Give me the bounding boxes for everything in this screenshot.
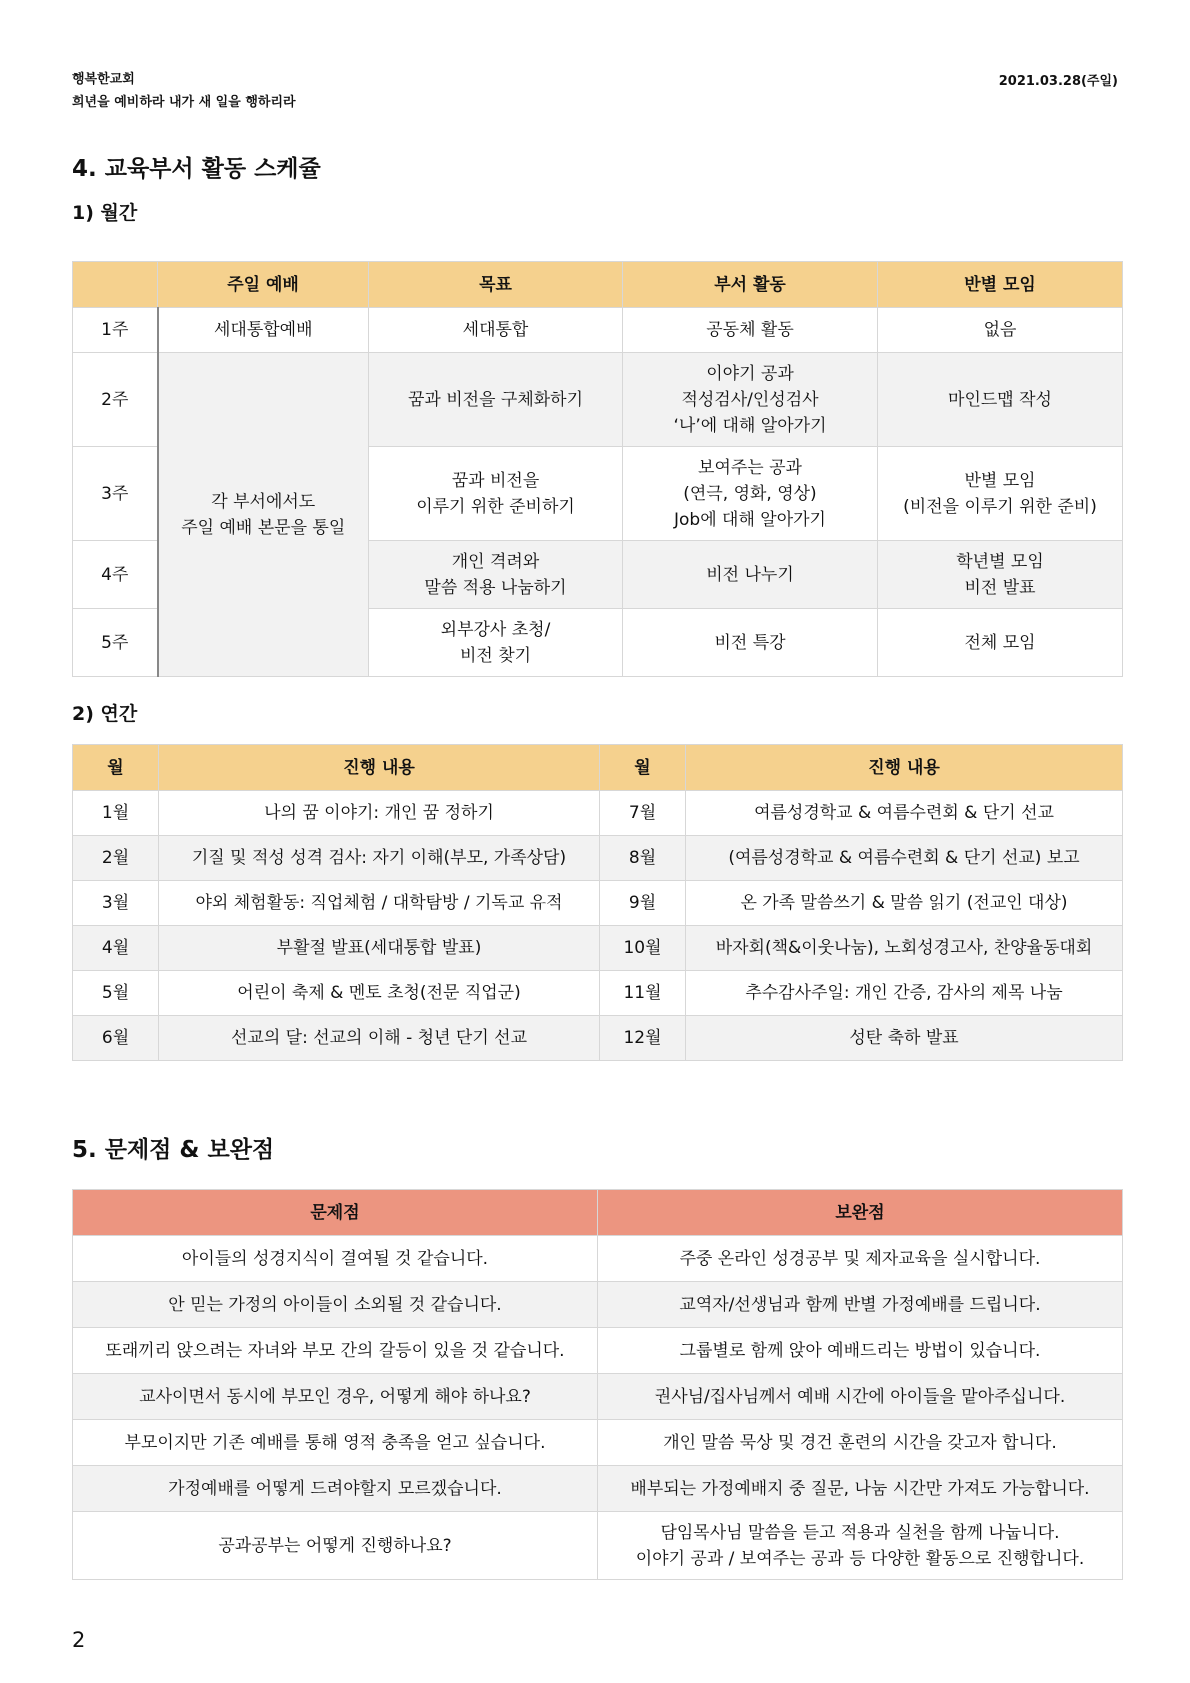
table-row: [73, 1282, 1123, 1328]
document-date: 2021.03.28(주일): [998, 74, 1118, 89]
month-cell: 9월: [600, 881, 686, 926]
monthly-header-activity: 부서 활동: [623, 262, 878, 308]
content-cell: 나의 꿈 이야기: 개인 꿈 정하기: [159, 791, 600, 836]
meeting-cell: 없음: [878, 308, 1123, 353]
meeting-cell: 학년별 모임 비전 발표: [878, 541, 1123, 609]
table-row: [73, 1328, 1123, 1374]
annual-subtitle: 2) 연간: [72, 703, 138, 725]
content-cell: 바자회(책&이웃나눔), 노회성경고사, 찬양율동대회: [686, 926, 1123, 971]
annual-header-month: 월: [73, 745, 159, 791]
table-row: [73, 1236, 1123, 1282]
page-number: 2: [72, 1628, 86, 1652]
week-cell: 5주: [73, 609, 158, 677]
problem-cell: 교사이면서 동시에 부모인 경우, 어떻게 해야 하나요?: [73, 1374, 598, 1420]
content-cell: 선교의 달: 선교의 이해 - 청년 단기 선교: [159, 1016, 600, 1061]
solution-cell: 담임목사님 말씀을 듣고 적용과 실천을 함께 나눕니다. 이야기 공과 / 보여주는 공과 등 다양한 활동으로 진행합니다.: [598, 1512, 1123, 1580]
monthly-schedule-table: [72, 261, 1123, 677]
merged-worship-cell: 각 부서에서도 주일 예배 본문을 통일: [158, 353, 369, 677]
section-4-title: 4. 교육부서 활동 스케쥴: [72, 156, 321, 182]
issues-header-solution: 보완점: [598, 1190, 1123, 1236]
goal-cell: 꿈과 비전을 이루기 위한 준비하기: [369, 447, 623, 541]
month-cell: 4월: [73, 926, 159, 971]
annual-header-month: 월: [600, 745, 686, 791]
content-cell: 온 가족 말씀쓰기 & 말씀 읽기 (전교인 대상): [686, 881, 1123, 926]
table-row: [73, 881, 1123, 926]
goal-cell: 꿈과 비전을 구체화하기: [369, 353, 623, 447]
goal-cell: 세대통합: [369, 308, 623, 353]
table-row: [73, 1016, 1123, 1061]
annual-header-content: 진행 내용: [686, 745, 1123, 791]
problem-cell: 가정예배를 어떻게 드려야할지 모르겠습니다.: [73, 1466, 598, 1512]
annual-schedule-table: [72, 744, 1123, 1061]
church-motto: 희년을 예비하라 내가 새 일을 행하리라: [72, 95, 296, 110]
table-row: [73, 1466, 1123, 1512]
worship-cell: 세대통합예배: [158, 308, 369, 353]
annual-header-content: 진행 내용: [159, 745, 600, 791]
week-cell: 2주: [73, 353, 158, 447]
monthly-header-goal: 목표: [369, 262, 623, 308]
month-cell: 5월: [73, 971, 159, 1016]
month-cell: 3월: [73, 881, 159, 926]
month-cell: 12월: [600, 1016, 686, 1061]
table-row: [73, 1512, 1123, 1580]
solution-cell: 주중 온라인 성경공부 및 제자교육을 실시합니다.: [598, 1236, 1123, 1282]
meeting-cell: 반별 모임 (비전을 이루기 위한 준비): [878, 447, 1123, 541]
meeting-cell: 마인드맵 작성: [878, 353, 1123, 447]
activity-cell: 보여주는 공과 (연극, 영화, 영상) Job에 대해 알아가기: [623, 447, 878, 541]
month-cell: 6월: [73, 1016, 159, 1061]
solution-cell: 그룹별로 함께 앉아 예배드리는 방법이 있습니다.: [598, 1328, 1123, 1374]
goal-cell: 개인 격려와 말씀 적용 나눔하기: [369, 541, 623, 609]
monthly-header-meeting: 반별 모임: [878, 262, 1123, 308]
goal-cell: 외부강사 초청/ 비전 찾기: [369, 609, 623, 677]
activity-cell: 비전 나누기: [623, 541, 878, 609]
activity-cell: 비전 특강: [623, 609, 878, 677]
content-cell: 여름성경학교 & 여름수련회 & 단기 선교: [686, 791, 1123, 836]
content-cell: 성탄 축하 발표: [686, 1016, 1123, 1061]
month-cell: 7월: [600, 791, 686, 836]
week-cell: 3주: [73, 447, 158, 541]
solution-cell: 배부되는 가정예배지 중 질문, 나눔 시간만 가져도 가능합니다.: [598, 1466, 1123, 1512]
content-cell: 부활절 발표(세대통합 발표): [159, 926, 600, 971]
solution-cell: 교역자/선생님과 함께 반별 가정예배를 드립니다.: [598, 1282, 1123, 1328]
content-cell: (여름성경학교 & 여름수련회 & 단기 선교) 보고: [686, 836, 1123, 881]
problem-cell: 아이들의 성경지식이 결여될 것 같습니다.: [73, 1236, 598, 1282]
table-row: [73, 308, 1123, 353]
meeting-cell: 전체 모임: [878, 609, 1123, 677]
table-row: [73, 971, 1123, 1016]
table-row: [73, 353, 1123, 447]
table-row: [73, 836, 1123, 881]
week-cell: 1주: [73, 308, 158, 353]
issues-header-problem: 문제점: [73, 1190, 598, 1236]
document-header: [72, 68, 296, 114]
church-name: 행복한교회: [72, 72, 135, 87]
month-cell: 11월: [600, 971, 686, 1016]
table-row: [73, 791, 1123, 836]
content-cell: 추수감사주일: 개인 간증, 감사의 제목 나눔: [686, 971, 1123, 1016]
content-cell: 기질 및 적성 성격 검사: 자기 이해(부모, 가족상담): [159, 836, 600, 881]
activity-cell: 공동체 활동: [623, 308, 878, 353]
table-row: [73, 1374, 1123, 1420]
problem-cell: 또래끼리 앉으려는 자녀와 부모 간의 갈등이 있을 것 같습니다.: [73, 1328, 598, 1374]
content-cell: 야외 체험활동: 직업체험 / 대학탐방 / 기독교 유적: [159, 881, 600, 926]
monthly-header-worship: 주일 예배: [158, 262, 369, 308]
month-cell: 2월: [73, 836, 159, 881]
activity-cell: 이야기 공과 적성검사/인성검사 ‘나’에 대해 알아가기: [623, 353, 878, 447]
solution-cell: 개인 말씀 묵상 및 경건 훈련의 시간을 갖고자 합니다.: [598, 1420, 1123, 1466]
problem-cell: 공과공부는 어떻게 진행하나요?: [73, 1512, 598, 1580]
problem-cell: 안 믿는 가정의 아이들이 소외될 것 같습니다.: [73, 1282, 598, 1328]
section-5-title: 5. 문제점 & 보완점: [72, 1137, 275, 1163]
issues-table: [72, 1189, 1123, 1580]
monthly-header-week: [73, 262, 158, 308]
month-cell: 10월: [600, 926, 686, 971]
monthly-subtitle: 1) 월간: [72, 202, 138, 224]
problem-cell: 부모이지만 기존 예배를 통해 영적 충족을 얻고 싶습니다.: [73, 1420, 598, 1466]
solution-cell: 권사님/집사님께서 예배 시간에 아이들을 맡아주십니다.: [598, 1374, 1123, 1420]
table-row: [73, 926, 1123, 971]
content-cell: 어린이 축제 & 멘토 초청(전문 직업군): [159, 971, 600, 1016]
month-cell: 8월: [600, 836, 686, 881]
week-cell: 4주: [73, 541, 158, 609]
month-cell: 1월: [73, 791, 159, 836]
table-row: [73, 1420, 1123, 1466]
